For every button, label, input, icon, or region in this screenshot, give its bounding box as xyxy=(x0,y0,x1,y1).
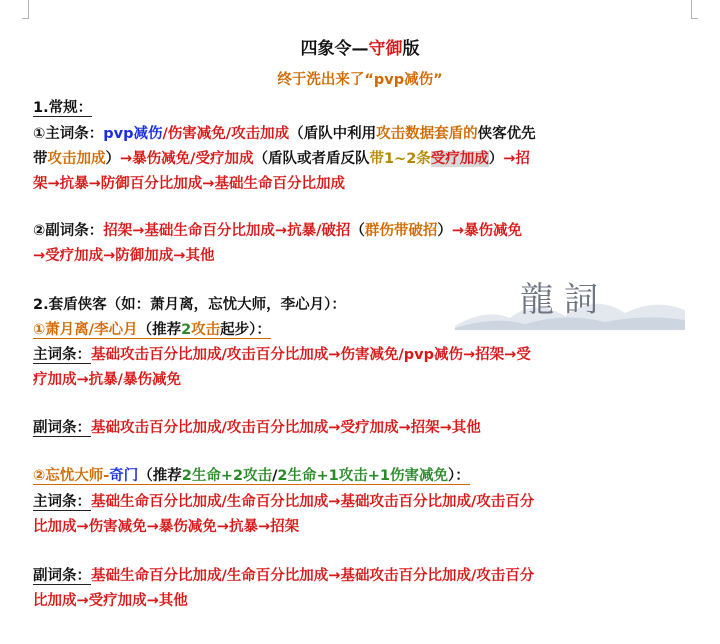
text-run: 攻击 xyxy=(191,322,221,338)
sec1-main-line-1 xyxy=(33,122,536,143)
text-run: 基础生命百分比加成/生命百分比加成→基础攻击百分比加成/攻击百分 xyxy=(91,568,535,584)
text-run: （盾队中利用 xyxy=(289,126,377,142)
group-1-header xyxy=(33,318,271,339)
group-2-main-line-2: 比加成→伤害减免→暴伤减免→抗暴→招架 xyxy=(33,519,300,535)
title-suffix: 版 xyxy=(402,39,420,59)
text-run: （盾队或者盾反队 xyxy=(253,151,370,167)
group-2-sub-line-1 xyxy=(33,564,534,585)
text-run: 2生命+2攻击 xyxy=(181,468,273,484)
text-run: 主词条： xyxy=(33,347,91,363)
text-run: ①萧月离/李心月 xyxy=(33,322,138,338)
text-run: 带 xyxy=(33,151,48,167)
text-run: 2生命+1攻击+1伤害减免 xyxy=(277,468,448,484)
page-corner-mark-right xyxy=(691,0,698,19)
text-run: 奇门 xyxy=(109,468,139,484)
text-run: 副词条： xyxy=(33,420,91,436)
longci-logo-text: 龍詞 xyxy=(520,280,608,320)
text-run: /伤害减免/攻击加成 xyxy=(162,126,290,142)
group-1-main-line-2: 疗加成→抗暴/暴伤减免 xyxy=(33,372,181,388)
text-run: 主词条： xyxy=(33,494,91,510)
title-highlight: 守御 xyxy=(368,39,403,59)
sec1-sub-line-2: →受疗加成→防御加成→其他 xyxy=(33,248,215,264)
text-run: ） xyxy=(105,151,120,167)
sub-affix-label: ②副词条： xyxy=(33,223,104,239)
group-2-main-line-1 xyxy=(33,490,534,511)
sec1-main-line-3: 架→抗暴→防御百分比加成→基础生命百分比加成 xyxy=(33,176,345,192)
main-affix-label: ①主词条： xyxy=(33,126,104,142)
text-run: →暴伤减免 xyxy=(451,223,523,239)
text-run: →招 xyxy=(503,151,530,167)
section-2-heading: 2.套盾侠客（如：萧月离，忘忧大师，李心月）： xyxy=(33,297,346,313)
section-1-heading-text: 1.常规： xyxy=(33,100,93,116)
text-run: 起步）： xyxy=(220,322,271,338)
text-run: 攻击加成 xyxy=(47,151,106,167)
text-run: （推荐 xyxy=(137,322,182,338)
text-run: 基础攻击百分比加成/攻击百分比加成→受疗加成→招架→其他 xyxy=(91,420,481,436)
pvp-dmg-reduction: pvp减伤 xyxy=(103,126,163,142)
text-run: 2 xyxy=(181,322,192,338)
sec1-main-line-2 xyxy=(33,147,530,168)
text-run: 基础攻击百分比加成/攻击百分比加成→伤害减免/pvp减伤→招架→受 xyxy=(91,347,531,363)
text-run: ） xyxy=(488,151,504,167)
group-2-header xyxy=(33,464,470,485)
text-run: （ xyxy=(350,223,365,239)
text-run: ）： xyxy=(448,468,470,484)
text-run: 侠客优先 xyxy=(477,126,536,142)
text-run: 副词条： xyxy=(33,568,91,584)
text-run: 群伤带破招 xyxy=(364,223,438,239)
group-1-sub-line-1 xyxy=(33,416,481,437)
document-subtitle: 终于洗出来了“pvp减伤” xyxy=(277,72,443,88)
title-prefix: 四象令— xyxy=(300,39,369,59)
group-1-main-line-1 xyxy=(33,343,531,364)
text-run: ②忘忧大师- xyxy=(33,468,110,484)
text-run: 招架→基础生命百分比加成→抗暴/破招 xyxy=(103,223,351,239)
text-run: 攻击数据套盾的 xyxy=(376,126,478,142)
text-run: 带1~2条 xyxy=(369,151,431,167)
text-run: （推荐 xyxy=(138,468,182,484)
document-title xyxy=(0,34,720,59)
text-run: →暴伤减免/受疗加成 xyxy=(120,151,254,167)
text-run: ） xyxy=(437,223,452,239)
sec1-sub-line-1 xyxy=(33,219,522,240)
section-1-heading xyxy=(33,96,92,117)
page-corner-mark-left xyxy=(22,0,29,19)
text-run: / xyxy=(272,468,278,484)
group-2-sub-line-2: 比加成→受疗加成→其他 xyxy=(33,593,188,609)
highlighted-heal-bonus: 受疗加成 xyxy=(430,151,489,167)
text-run: 基础生命百分比加成/生命百分比加成→基础攻击百分比加成/攻击百分 xyxy=(91,494,535,510)
